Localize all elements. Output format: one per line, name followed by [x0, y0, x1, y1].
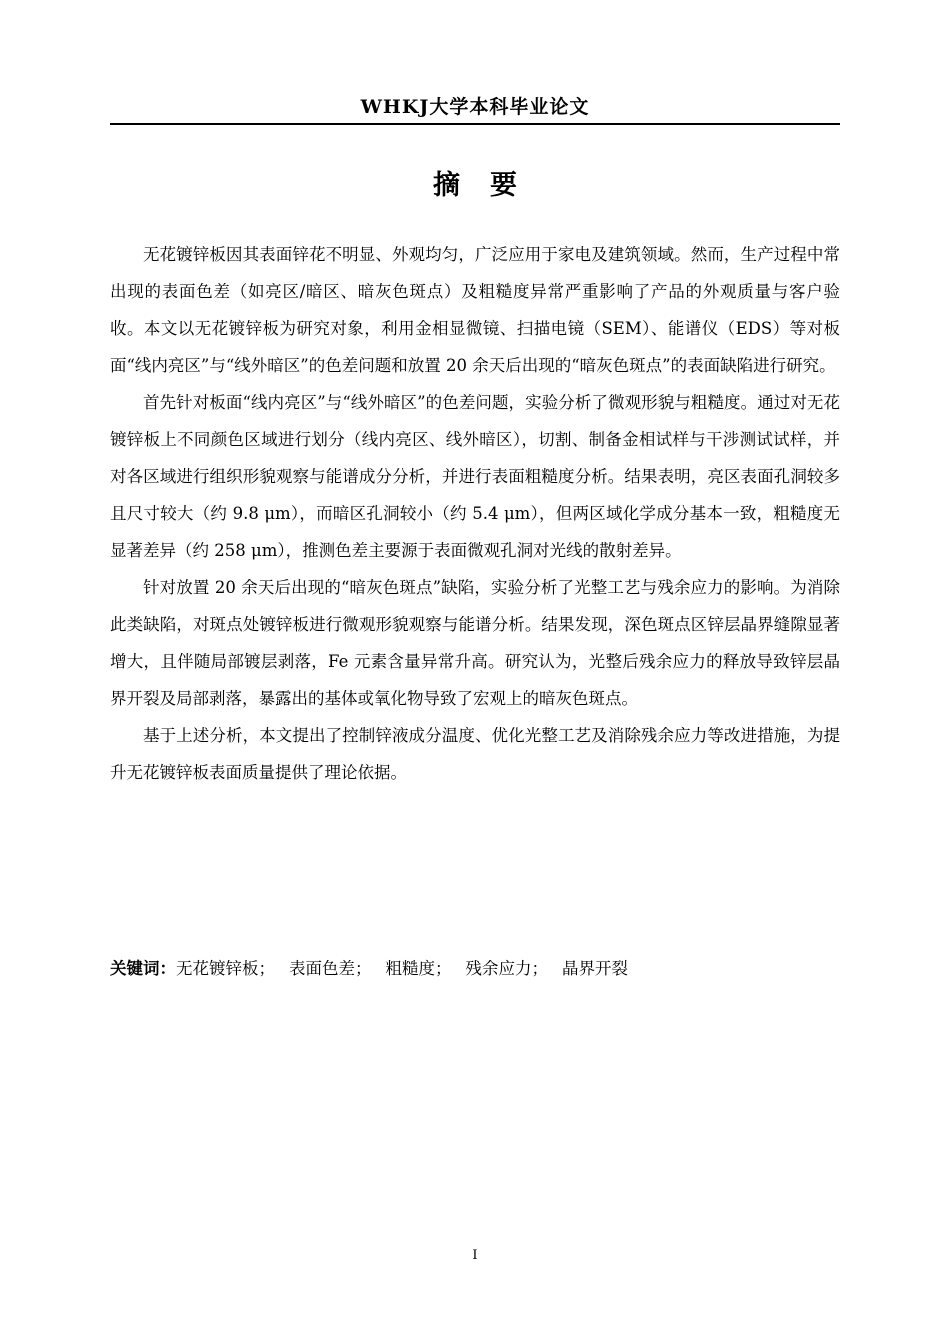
keyword-item: 粗糙度； [385, 959, 452, 978]
abstract-body [110, 236, 840, 791]
keyword-item: 表面色差； [289, 959, 372, 978]
abstract-paragraph-3: 针对放置 20 余天后出现的“暗灰色斑点”缺陷，实验分析了光整工艺与残余应力的影响。为消除此类缺陷，对斑点处镀锌板进行微观形貌观察与能谱分析。结果发现，深色斑点区锌层晶界缝隙显著增大，且伴随局部镀层剥落，Fe 元素含量异常升高。研究认为，光整后残余应力的释放导致锌层晶界开裂及局部剥落，暴露出的基体或氧化物导致了宏观上的暗灰色斑点。 [110, 578, 840, 708]
header-rule [110, 123, 840, 125]
running-header: WHKJ大学本科毕业论文 [360, 96, 590, 118]
page-number: I [472, 1248, 478, 1263]
keywords-label: 关键词： [110, 959, 176, 978]
keyword-item: 无花镀锌板； [176, 959, 275, 978]
abstract-paragraph-1: 无花镀锌板因其表面锌花不明显、外观均匀，广泛应用于家电及建筑领域。然而，生产过程中常出现的表面色差（如亮区/暗区、暗灰色斑点）及粗糙度异常严重影响了产品的外观质量与客户验收。本文以无花镀锌板为研究对象，利用金相显微镜、扫描电镜（SEM）、能谱仪（EDS）等对板面“线内亮区”与“线外暗区”的色差问题和放置 20 余天后出现的“暗灰色斑点”的表面缺陷进行研究。 [110, 245, 840, 375]
keyword-item: 晶界开裂 [562, 959, 628, 978]
abstract-title: 摘要 [433, 170, 547, 201]
keyword-item: 残余应力； [465, 959, 548, 978]
abstract-paragraph-4: 基于上述分析，本文提出了控制锌液成分温度、优化光整工艺及消除残余应力等改进措施，为提升无花镀锌板表面质量提供了理论依据。 [110, 726, 840, 782]
keywords-line [110, 950, 840, 987]
abstract-paragraph-2: 首先针对板面“线内亮区”与“线外暗区”的色差问题，实验分析了微观形貌与粗糙度。通过对无花镀锌板上不同颜色区域进行划分（线内亮区、线外暗区），切割、制备金相试样与干涉测试试样，并对各区域进行组织形貌观察与能谱成分分析，并进行表面粗糙度分析。结果表明，亮区表面孔洞较多且尺寸较大（约 9.8 μm），而暗区孔洞较小（约 5.4 μm），但两区域化学成分基本一致，粗糙度无显著差异（约 258 μm），推测色差主要源于表面微观孔洞对光线的散射差异。 [110, 393, 840, 560]
